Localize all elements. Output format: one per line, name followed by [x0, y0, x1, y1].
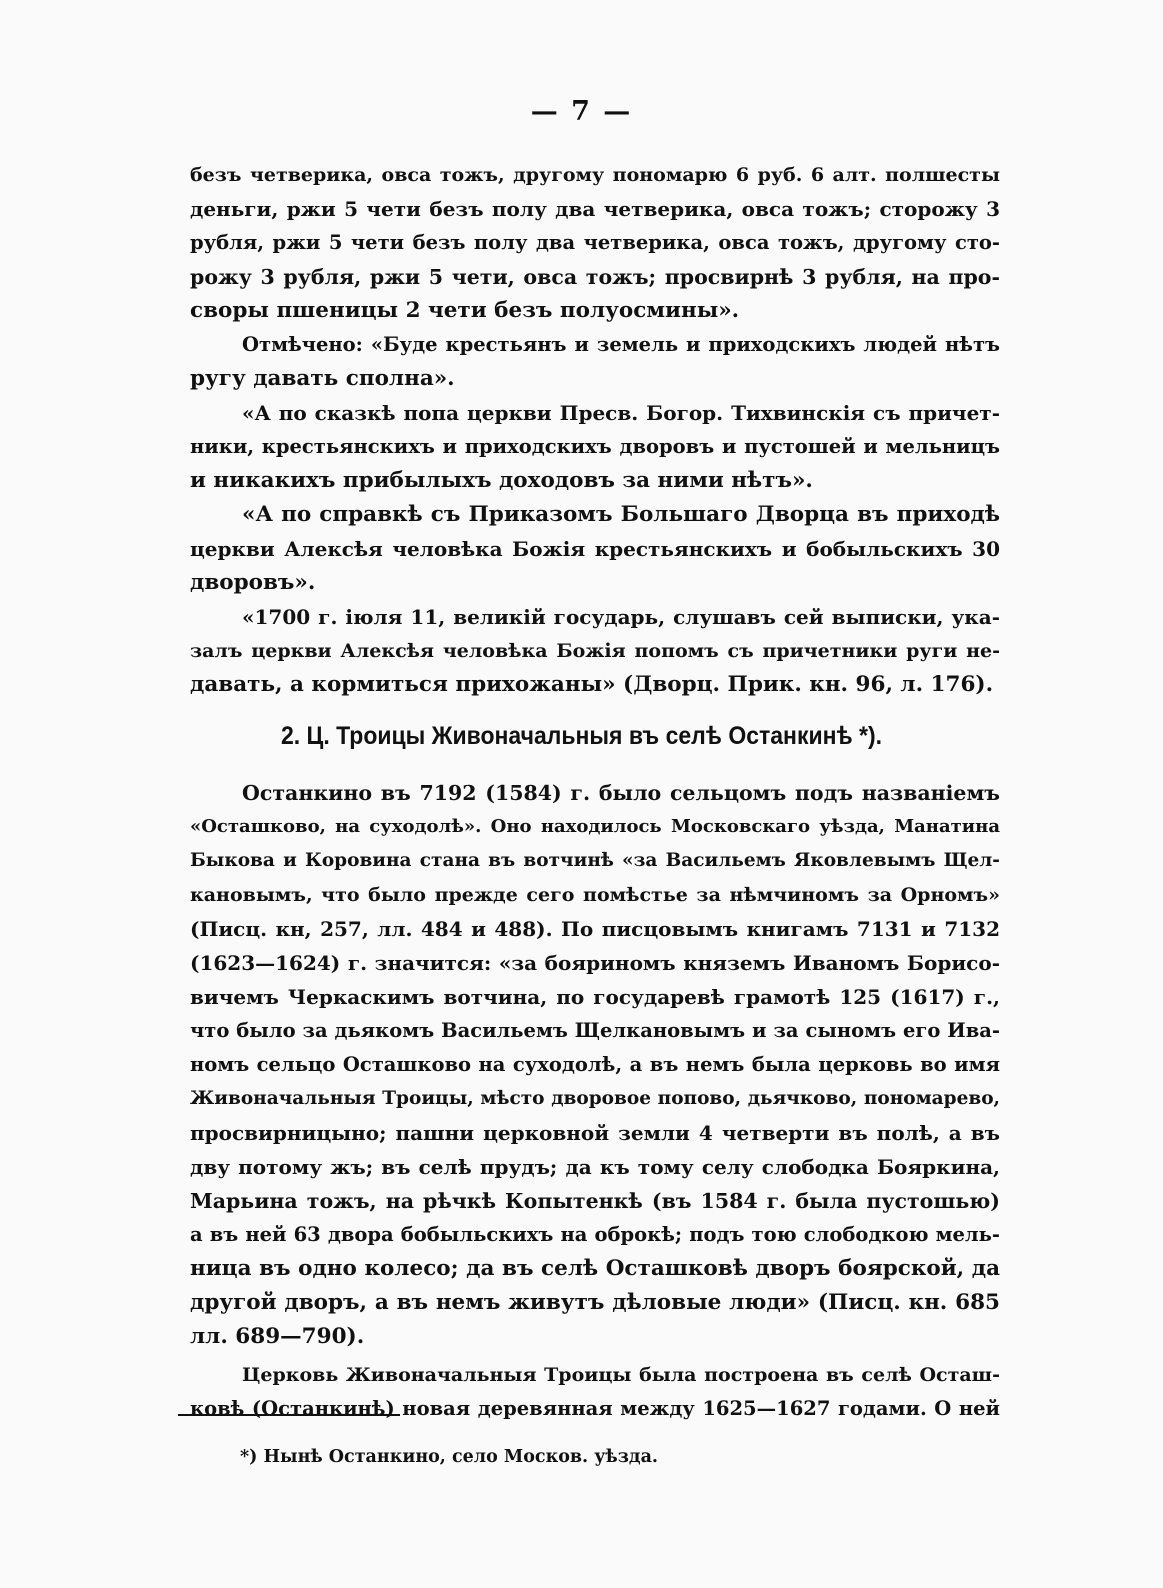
text-line: Быкова и Коровина стана въ вотчинѣ «за Васильемъ Яковлевымъ Щел- — [190, 850, 1000, 871]
paragraph — [190, 396, 1000, 498]
footnote-divider — [178, 1414, 400, 1416]
paragraph — [190, 776, 1000, 1354]
text-line: номъ сельцо Осташково на суходолѣ, а въ немъ была церковь во имя — [190, 1053, 1000, 1076]
text-line: «Осташково, на суходолѣ». Оно находилось Московскаго уѣзда, Манатина — [190, 816, 1000, 837]
text-line: вичемъ Черкаскимъ вотчина, по государевѣ грамотѣ 125 (1617) г., — [190, 985, 1000, 1009]
text-line: залъ церкви Алексѣя человѣка Божія попомъ съ причетники руги не- — [190, 640, 1000, 662]
paragraph — [190, 600, 1000, 702]
page-number: — 7 — — [530, 96, 633, 127]
text-line: ница въ одно колесо; да въ селѣ Осташковѣ дворъ боярской, да — [190, 1256, 1000, 1281]
text-line: Отмѣчено: «Буде крестьянъ и земель и приходскихъ людей нѣтъ — [242, 333, 1000, 356]
text-line: дворовъ». — [190, 570, 316, 595]
text-line: лл. 689—790). — [190, 1324, 365, 1349]
text-line: (1623—1624) г. значится: «за бояриномъ княземъ Иваномъ Борисо- — [190, 951, 1000, 975]
text-line: Марьина тожъ, на рѣчкѣ Копытенкѣ (въ 1584 г. была пустошью) — [190, 1189, 1000, 1213]
text-line: дву потому жъ; въ селѣ прудъ; да къ тому селу слободка Бояркина, — [190, 1155, 1000, 1179]
text-line: ники, крестьянскихъ и приходскихъ дворовъ и пустошей и мельницъ — [190, 435, 1000, 458]
text-block-bottom — [190, 776, 1000, 1426]
paragraph — [190, 498, 1000, 600]
text-line: безъ четверика, овса тожъ, другому пономарю 6 руб. 6 алт. полшесты — [190, 164, 1000, 186]
section-heading: 2. Ц. Троицы Живоначальныя въ селѣ Останкинѣ *). — [280, 722, 883, 750]
text-line: ругу давать сполна». — [190, 366, 455, 391]
text-line: Живоначальныя Троицы, мѣсто дворовое попово, дьячково, пономарево, — [190, 1088, 1000, 1109]
text-line: что было за дьякомъ Васильемъ Щелкановымъ и за сыномъ его Ива- — [190, 1019, 1000, 1042]
text-line: а въ ней 63 двора бобыльскихъ на оброкѣ; подъ тою слободкою мель- — [190, 1223, 1000, 1246]
paragraph — [190, 328, 1000, 396]
text-line: ковѣ (Останкинѣ) новая деревянная между 1625—1627 годами. О ней — [190, 1397, 1000, 1420]
text-line: своры пшеницы 2 чети безъ полуосмины». — [190, 298, 740, 323]
text-line: другой дворъ, а въ немъ живутъ дѣловые люди» (Писц. кн. 685 — [190, 1290, 1000, 1315]
text-line: кановымъ, что было прежде сего помѣстье за нѣмчиномъ за Орномъ» — [190, 884, 1000, 906]
text-line: просвирницыно; пашни церковной земли 4 четверти въ полѣ, а въ — [190, 1121, 1000, 1145]
paragraph — [190, 158, 1000, 328]
text-line: «А по сказкѣ попа церкви Пресв. Богор. Тихвинскія съ причет- — [242, 401, 1000, 425]
text-line: Церковь Живоначальныя Троицы была построена въ селѣ Осташ- — [242, 1364, 1000, 1386]
text-block-top — [190, 158, 1000, 702]
text-line: и никакихъ прибылыхъ доходовъ за ними нѣтъ». — [190, 468, 813, 493]
text-line: рожу 3 рубля, ржи 5 чети, овса тожъ; просвирнѣ 3 рубля, на про- — [190, 265, 1000, 289]
text-line: деньги, ржи 5 чети безъ полу два четверика, овса тожъ; сторожу 3 — [190, 197, 1000, 221]
text-line: (Писц. кн, 257, лл. 484 и 488). По писцовымъ книгамъ 7131 и 7132 — [190, 917, 1000, 941]
text-line: «1700 г. іюля 11, великій государь, слушавъ сей выписки, ука- — [242, 605, 1000, 629]
text-line: церкви Алексѣя человѣка Божія крестьянскихъ и бобыльскихъ 30 — [190, 537, 1000, 561]
text-line: Останкино въ 7192 (1584) г. было сельцомъ подъ названіемъ — [242, 781, 1000, 805]
text-line: давать, а кормиться прихожаны» (Дворц. Прик. кн. 96, л. 176). — [190, 672, 994, 697]
footnote: *) Нынѣ Останкино, село Москов. уѣзда. — [240, 1447, 659, 1467]
text-line: рубля, ржи 5 чети безъ полу два четверика, овса тожъ, другому сто- — [190, 231, 1000, 254]
text-line: «А по справкѣ съ Приказомъ Большаго Дворца въ приходѣ — [242, 502, 1000, 527]
